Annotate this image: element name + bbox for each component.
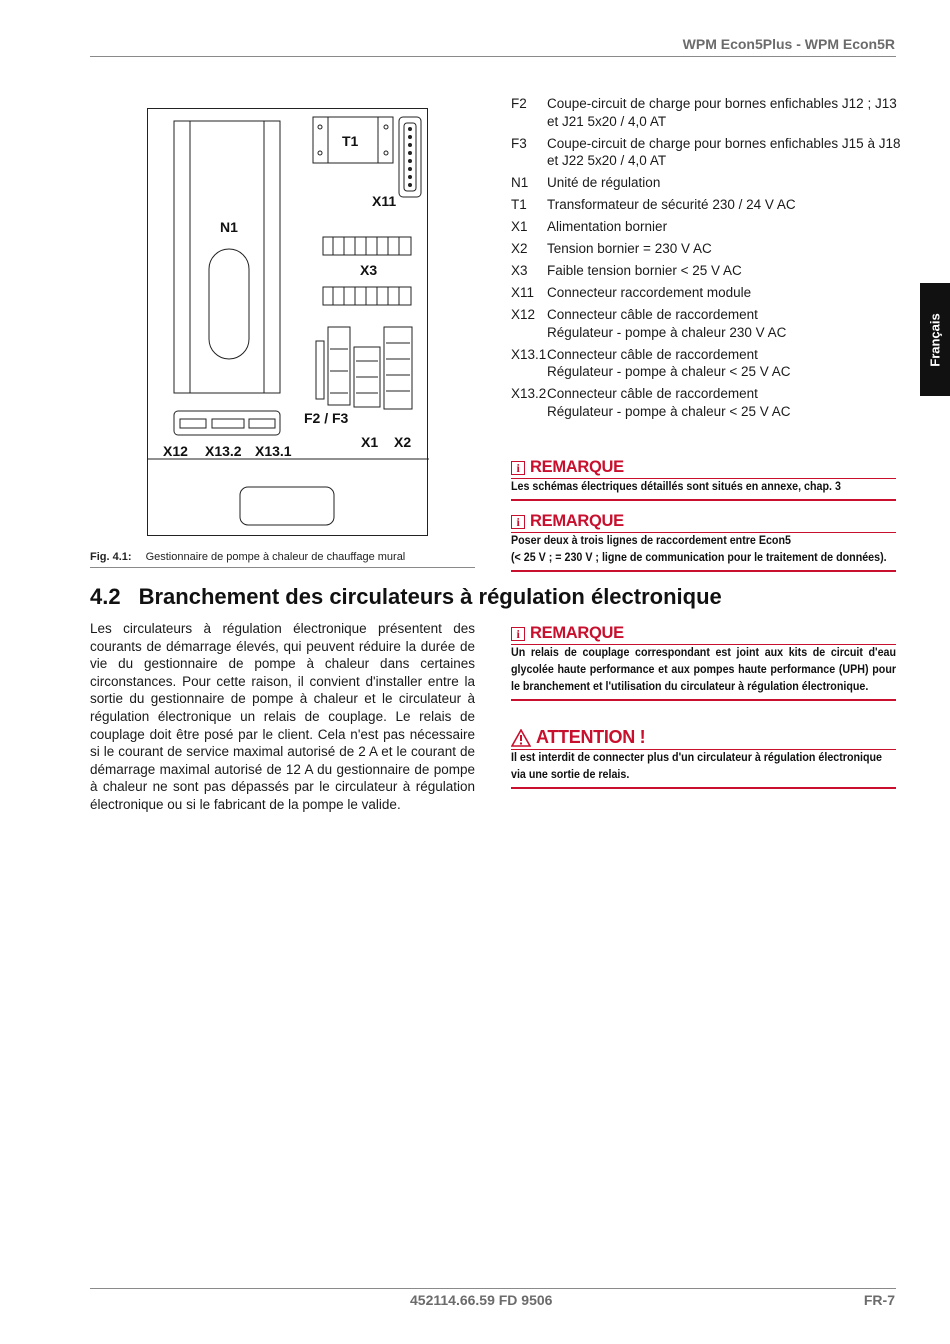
legend-item: X3 Faible tension bornier < 25 V AC [511,263,742,278]
figure-caption [90,551,405,563]
info-icon: i [511,461,525,475]
section-body: Les circulateurs à régulation électronique présentent des courants de démarrage élevés, qui peuvent réduire la durée de vie du gestionnaire de pompe à chaleur dans certaines circonstances. Pour cette raison, il convient d'installer entre la sortie du gestionnaire de pompe à chaleur et le circulateur à régulation électronique un relais de couplage. Le relais de couplage doit être posé par le client. Cela n'est pas nécessaire si le courant de service maximal autorisé de 2 A et le courant de démarrage maximal autorisé de 12 A du gestionnaire de pompe à chaleur ne sont pas dépassés par le circulateur à régulation électronique ou si le fabricant de la pompe le valide. [90,621,475,812]
controller-diagram [147,108,428,536]
label-x11: X11 [372,193,397,209]
section-heading [90,584,722,610]
label-x2: X2 [394,434,412,450]
note-text: Un relais de couplage correspondant est joint aux kits de circuit d'eau glycolée haute performance et aux pompes haute performance (UPH) pour le branchement et l'utilisation du circulateur à régulation électronique. [511,647,897,693]
legend-item: X11 Connecteur raccordement module [511,285,752,300]
legend-list [511,95,901,425]
note-title: REMARQUE [530,458,624,476]
figure-caption-number: Fig. 4.1: [90,551,132,563]
note-title: ATTENTION ! [536,727,646,747]
note-text: Les schémas électriques détaillés sont situés en annexe, chap. 3 [511,481,841,493]
label-t1: T1 [342,133,359,149]
label-x1: X1 [361,434,379,450]
section-title: Branchement des circulateurs à régulation électronique [138,584,722,609]
label-f2-f3: F2 / F3 [304,410,349,426]
legend-item: X2 Tension bornier = 230 V AC [511,241,712,256]
note-remarque-3 [511,624,896,701]
legend-item: X1 Alimentation bornier [511,219,668,234]
header-rule [90,56,896,57]
legend-item: F2 Coupe-circuit de charge pour bornes enfichables J12 ; J13 et J21 5x20 / 4,0 AT [511,96,897,129]
note-remarque-2 [511,512,896,572]
label-x13-2: X13.2 [205,443,242,459]
note-title: REMARQUE [530,512,624,530]
label-x3: X3 [360,262,378,278]
note-remarque-1 [511,458,896,501]
label-x12: X12 [163,443,188,459]
warning-icon [511,729,531,747]
note-text: Poser deux à trois lignes de raccordement entre Econ5 (< 25 V ; = 230 V ; ligne de communication pour le traitement de données). [511,535,887,564]
label-x13-1: X13.1 [255,443,292,459]
legend-item: X13.2 Connecteur câble de raccordement Régulateur - pompe à chaleur < 25 V AC [511,386,791,419]
legend-item: X13.1 Connecteur câble de raccordement Régulateur - pompe à chaleur < 25 V AC [511,346,791,379]
info-icon: i [511,515,525,529]
legend-item: T1 Transformateur de sécurité 230 / 24 V AC [511,197,796,212]
language-tab-label: Français [927,312,943,367]
figure-caption-text: Gestionnaire de pompe à chaleur de chauffage mural [145,551,406,563]
caption-rule [90,567,475,568]
controller-diagram-drawing [148,109,429,537]
footer-page-number: FR-7 [863,1292,895,1308]
language-tab [920,283,950,396]
legend-item: F3 Coupe-circuit de charge pour bornes enfichables J15 à J18 et J22 5x20 / 4,0 AT [511,135,901,168]
note-attention [511,727,896,789]
legend-item: N1 Unité de régulation [511,175,661,190]
label-n1: N1 [220,219,238,235]
note-title: REMARQUE [530,624,624,642]
legend-item: X12 Connecteur câble de raccordement Régulateur - pompe à chaleur 230 V AC [511,307,787,340]
footer-rule [90,1288,896,1289]
header-title: WPM Econ5Plus - WPM Econ5R [682,36,895,52]
section-number: 4.2 [90,584,121,609]
footer-doc-code: 452114.66.59 FD 9506 [410,1292,553,1308]
info-icon: i [511,627,525,641]
note-text: Il est interdit de connecter plus d'un circulateur à régulation électronique via une sortie de relais. [511,752,883,781]
